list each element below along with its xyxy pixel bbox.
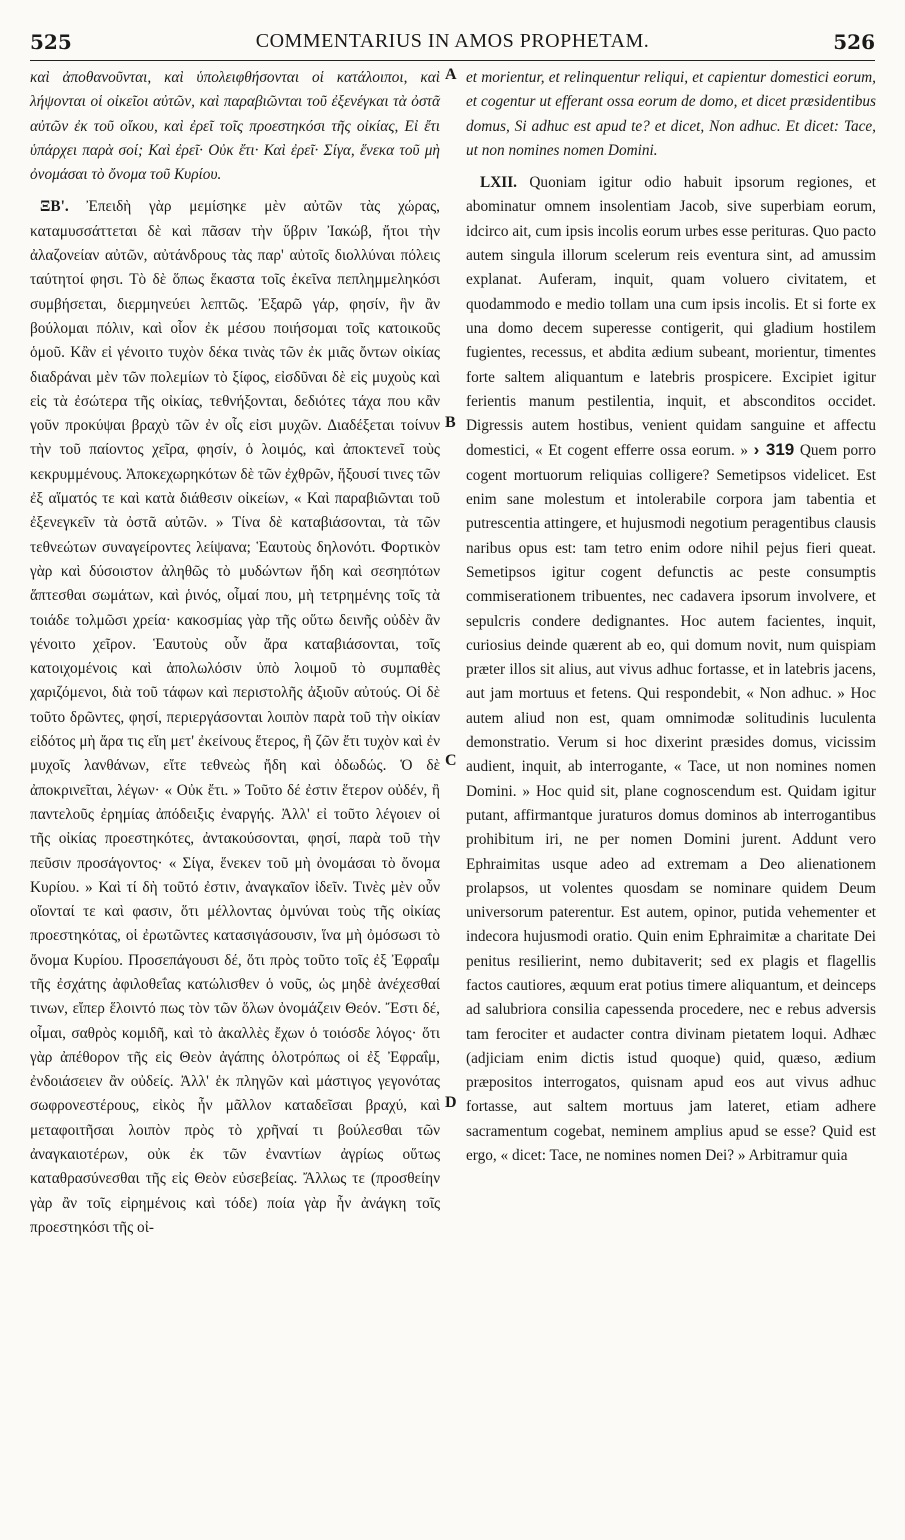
latin-scripture: et morientur, et relinquentur reliqui, et capientur domestici eorum, et cogentur ut efferant ossa eorum de domo, et dicet præsidentibus domus, Si adhuc est apud te? et dicet, Non adhuc. Et dicet: Tace, ut non nomines nomen Domini.	[466, 69, 876, 159]
greek-quote-2: « Οὐκ ἔτι. »	[164, 781, 241, 799]
latin-commentary-1: Quoniam igitur odio habuit ipsorum regiones, et abominatur omnem insolentiam Jacob, sive superbiam eorum, idcirco ait, cum ipsis incolis eorum urbes esse perituras. Quo pacto autem singula illorum scelerum reis eventura sint, ad amussim explanat. Auferam, inquit, quam voluero civitatem, et quodammodo e medio tollam una cum ipsis incolis. Et si forte ex una domo decem superesse contigerit, qui gladium hostilem fugientes, recessus, et abdita ædium subeant, morientur, timentes forte saltem aliquantum e latebris prospicere. Excipiet igitur ferientis manum pestilentia, inquit, et absconditos occidet. Digressis autem hostibus, venient quidam sanguine et affectu domestici,	[466, 174, 876, 460]
latin-commentary-4: Hoc quid sit, plane cognoscendum est. Quidam igitur putant, affirmantque juraturos domus dominos ab interrogantibus prohibitum iri, ne per nomen Domini jurent. Addunt vero Ephraimitas usque adeo ad extremam a Deo alienationem prolapsos, ut volentes quosdam se nominare quidem Deum universorum paterentur. Est autem, opinor, putida vehementer et indecora hujusmodi oratio. Quin enim Ephraimitæ a charitate Dei penitus resilierint, nemo dubitaverit; sed ex plagis et flagellis factos cautiores, æquum erat potius timere aliquantum, et deinceps ad salubriora consilia capessenda procedere, nec e rebus adversis tam ferociter et audacter contra divinam pietatem loqui. Adhæc (adjiciam enim dictis istud quoque) quid, quæso, ædium præpositos interrogatos, quisnam apud eos aut vivus adhuc fortasse, aut saltem mortuus jam lateret, etiam adhere sacramentum cogebat, neminem amplius apud se esse? Quid est ergo, « dicet: Tace, ne nomines nomen Dei? » Arbitramur quia	[466, 782, 876, 1165]
margin-letter-c: C	[445, 752, 457, 769]
greek-scripture: καὶ ἀποθανοῦνται, καὶ ὑπολειφθήσονται οἱ κατάλοιποι, καὶ λήψονται οἱ οἰκεῖοι αὐτῶν, καὶ παραβιῶνται τοῦ ἐξενέγκαι τὰ ὀστᾶ αὐτῶν ἐκ τοῦ οἴκου, καὶ ἐρεῖ τοῖς προεστηκόσι τῆς οἰκίας, Εἰ ἔτι ὑπάρχει παρὰ σοί; Καὶ ἐρεῖ· Οὐκ ἔτι· Καὶ ἐρεῖ· Σίγα, ἕνεκα τοῦ μὴ ὀνομάσαι τὸ ὄνομα τοῦ Κυρίου.	[30, 69, 440, 184]
page-number-left: 525	[30, 30, 72, 54]
latin-quote-1: « Et cogent efferre ossa eorum. »	[534, 442, 749, 460]
latin-commentary	[466, 171, 876, 1168]
latin-column	[466, 66, 876, 1168]
margin-letter-d: D	[445, 1094, 457, 1111]
greek-column	[30, 66, 440, 1240]
latin-commentary-2: Quem porro cogent mortuorum reliquias colligere? Semetipsos videlicet. Est enim sane molestum et intolerabile corpora jam tabentia et putrescentia attingere, et hujusmodi negotium peragentibus clausis naribus opus est: tam tetro enim odore nihil pejus fieri queat. Semetipsos igitur cogent defunctis ac peste consumptis commiserationem tribuentes, nec cadavera ipsorum involvere, et sepulcris condere dedignantes. Hoc autem facientes, inquit, curiosius deinde quærent ab eo, qui domum novit, num quispiam præter illos sit alius, aut vivus adhuc fortasse, et in latebris jacens, aut jam mortuus et fetens. Qui respondebit,	[466, 442, 876, 703]
latin-quote-2: « Non adhuc. »	[746, 685, 845, 703]
latin-quote-3: « Tace, ut non nomines nomen Domini. »	[466, 758, 876, 800]
latin-commentary-3: Hoc autem aliud non est, quam omnimodæ solitudinis luculenta demonstratio. Verum si hoc dixerint præsides domus, vicissim audient, inquit, ab interrogante,	[466, 685, 877, 776]
greek-commentary	[30, 195, 440, 1240]
margin-letter-a: A	[445, 66, 457, 83]
greek-commentary-1: Ἐπειδὴ γὰρ μεμίσηκε μὲν αὐτῶν τὰς χώρας, καταμυσσάττεται δὲ καὶ πᾶσαν τὴν ὕβριν Ἰακώβ, ἤτοι τὴν ἀλαζονείαν αὐτῶν, αὐτάνδρους τὰς παρ' αὐτοῖς διολλύναι πόλεις ταύτητοί φησι. Τὸ δὲ ὅπως ἕκαστα τοῖς ἐκεῖνα πεπλημμεληκόσι συμβήσεται, διερμηνεύει λεπτῶς. Ἐξαρῶ γάρ, φησίν, ἣν ἂν βούλομαι πόλιν, καὶ οἷον ἐκ μέσου ποιήσομαι τοῖς κατοικοῦς ὁμοῦ. Κἂν εἰ γένοιτο τυχὸν δέκα τινὰς τῶν ἐκ μιᾶς ὄντων οἰκίας διαδράναι μὲν τῶν πολεμίων τὸ ξίφος, εἰσδῦναι δὲ εἰς μυχοὺς καὶ εἰς τὰ ἐσώτερα τῆς οἰκίας, τεθνήξονται, δεδιότες τάχα που κἂν γοῦν προκύψαι βραχὺ τῶν ἐν οἷς εἰσι μυχῶν. Διαδέξεται τοίνυν τὴν τοῦ παίοντος χεῖρα, φησίν, ὁ λοιμός, καὶ ἀποκτενεῖ τοὺς κεκρυμμένους. Ἀποκεχωρηκότων δὲ τῶν ἐχθρῶν, ἥξουσί τινες τῶν ἐξ αἵματός τε καὶ κατὰ διάθεσιν οἰκείων,	[30, 198, 440, 508]
greek-commentary-2: Τίνα δὲ καταβιάσονται, τὰ τῶν τεθνεώτων συναγείροντες λείψανα; Ἑαυτοὺς δηλονότι. Φορτικὸν γὰρ καὶ δύσοιστον ἀληθῶς τὸ μυδώντων ἤδη καὶ σεσηπότων ἅπτεσθαι σωμάτων, καὶ ῥινός, οἶμαί που, μὴ τετρημένης τοῖς τὰ τοιάδε τολμῶσι χρεία· κακοσμίας γὰρ τῆς οὕτω δεινῆς οὐδὲν ἂν γένοιτο χεῖρον. Ἑαυτοὺς οὖν ἄρα καταβιάσονται, τοῖς κατοιχομένοις καὶ ἀπολωλόσιν ὑπὸ λοιμοῦ τὸ συμπαθὲς χαριζόμενοι, διὰ τοῦ τάφων καὶ περιστολῆς ἀξιοῦν αὐτούς. Οἱ δὲ τοῦτο δρῶντες, φησί, περιεργάσονται λοιπὸν παρὰ τοῦ τὴν οἰκίαν εἰδότος μὴ ἄρα τις εἴη μετ' ἐκείνους ἕτερος, ἢ ζῶν ἔτι τυχὸν καὶ ἐν μυχοῖς λανθάνων, εἴτε τεθνεὼς ἤδη καὶ ὀδωδώς. Ὁ δὲ ἀποκρινεῖται, λέγων·	[30, 514, 440, 799]
latin-section-number: LXII.	[480, 174, 517, 192]
greek-quote-3: « Σίγα, ἕνεκεν τοῦ μὴ ὀνομάσαι τὸ ὄνομα Κυρίου. »	[30, 854, 440, 896]
margin-letter-b: B	[445, 414, 456, 431]
running-title: COMMENTARIUS IN AMOS PROPHETAM.	[255, 30, 650, 52]
page-number-right: 526	[833, 30, 875, 54]
page-reference: › 319	[753, 440, 795, 460]
greek-quote-1: « Καὶ παραβιῶνται τοῦ ἐξενεγκεῖν τὰ ὀστᾶ αὐτῶν. »	[30, 490, 440, 532]
greek-commentary-4: Καὶ τί δὴ τοῦτό ἐστιν, ἀναγκαῖον ἰδεῖν. Τινὲς μὲν οὖν οἴονταί τε καὶ φασιν, ὅτι μέλλοντας ὀμνύναι τοὺς τῆς οἰκίας προεστηκότας, οἱ ἐρωτῶντες κατασιγάσουσιν, ἵνα μὴ ὀμόσωσι τὸ ὄνομα Κυρίου. Προσεπάγουσι δέ, ὅτι πρὸς τοῦτο τοῖς ἐξ Ἐφραΐμ τῆς ἐσχάτης ἀφιλοθεΐας κατώλισθεν ὁ νοῦς, ὡς μηδὲ ἀνέχεσθαί τινων, εἴπερ ἕλοιντό πως τὸν τῶν ὅλων ὀνομάζειν Θεόν. Ἔστι δέ, οἶμαι, σαθρὸς κομιδῆ, καὶ τὸ ἀκαλλὲς ἔχων ὁ τοιόσδε λόγος· ὅτι γὰρ ἀπέθορον τῆς εἰς Θεὸν ἀγάπης ὁλοτρόπως οἱ ἐξ Ἐφραΐμ, ἐνδοιάσειεν ἂν οὐδείς. Ἀλλ' ἐκ πληγῶν καὶ μάστιγος γεγονότας σωφρονεστέρους, εἰκὸς ἦν μᾶλλον καταδεῖσαι βραχύ, καὶ μεταφοιτῆσαι λοιπὸν πρὸς τὸ χρῆναί τι βούλεσθαι τῶν ἀναγκαιοτέρων, οὐκ ἐκ τῶν ἐναντίων ἀγρίως οὕτως καταθρασύνεσθαι τῆς εἰς Θεὸν εὐσεβείας. Ἄλλως τε (προσθείην γὰρ ἂν τοῖς εἰρημένοις καὶ τόδε) ποία γὰρ ἦν ἀνάγκη τοῖς προεστηκόσι τῆς οἰ-	[30, 878, 441, 1236]
page-reference-number: 319	[765, 440, 795, 460]
greek-commentary-3: Τοῦτο δέ ἐστιν ἕτερον οὐδέν, ἢ παντελοῦς ἐρημίας ἀπόδειξις ἐναργής. Ἀλλ' εἰ τοῦτο λέγοιεν οἱ τῆς οἰκίας προεστηκότες, ἀντακούσονται, φησί, παρὰ τοῦ τὴν πεῦσιν προσάγοντος·	[30, 781, 440, 872]
running-header	[30, 30, 875, 61]
greek-section-number: ΞΒ'.	[40, 198, 69, 216]
